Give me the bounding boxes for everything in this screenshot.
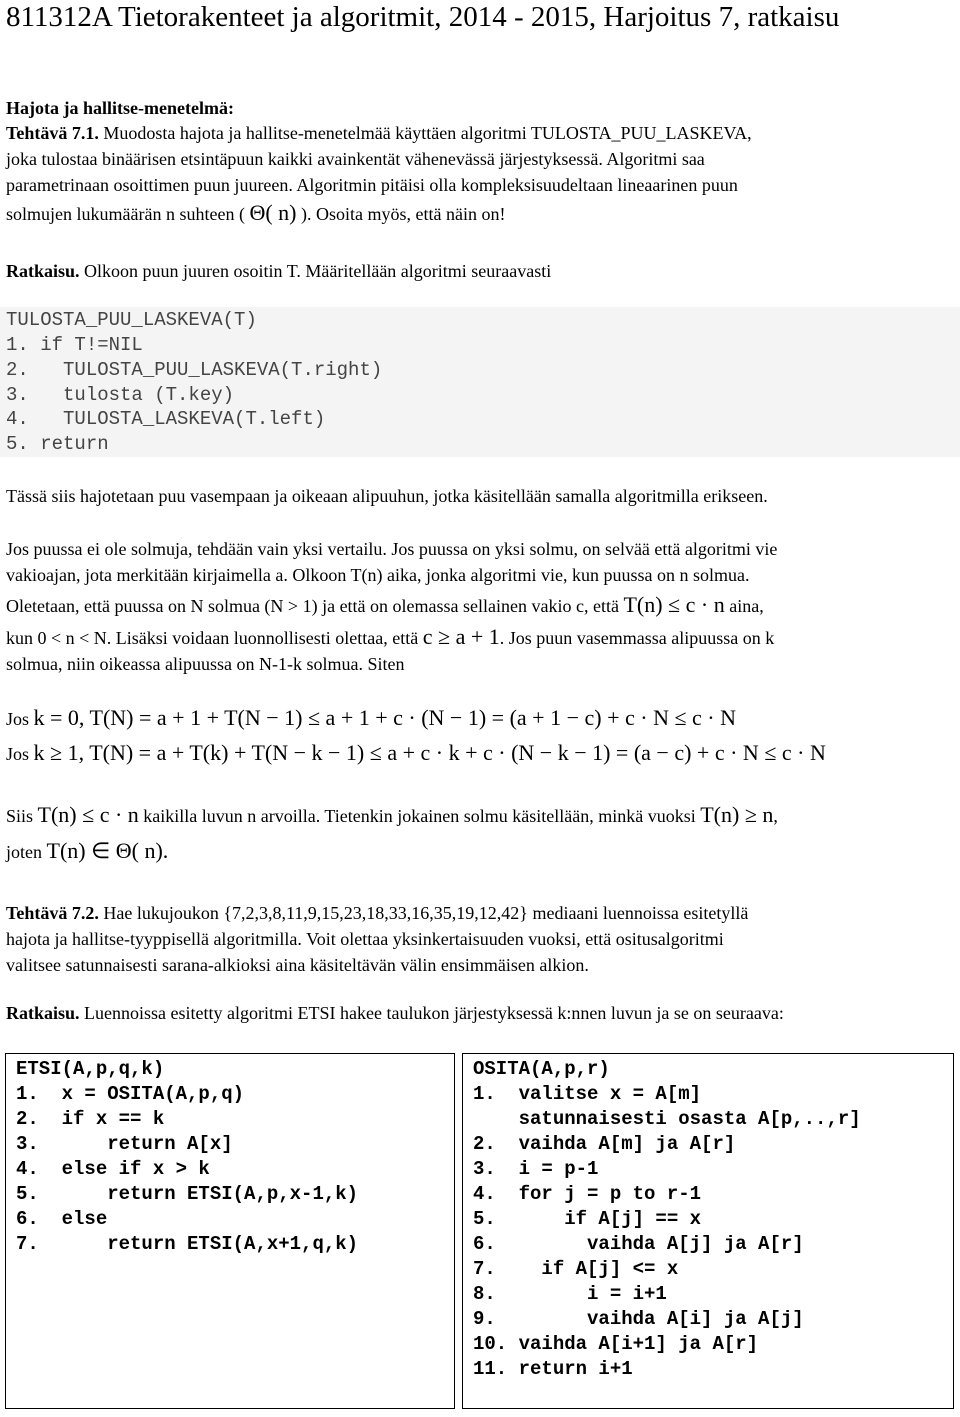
code-line: 2. if x == k bbox=[16, 1108, 165, 1130]
analysis-line-1: Jos puussa ei ole solmuja, tehdään vain yksi vertailu. Jos puussa on yksi solmu, on selvää että algoritmi vie bbox=[6, 539, 778, 559]
code-line: 3. tulosta (T.key) bbox=[6, 384, 235, 406]
conclusion-math-1: T(n) ≤ c · n bbox=[37, 802, 139, 827]
osita-code-box bbox=[462, 1053, 954, 1409]
conclusion-line-1 bbox=[6, 802, 778, 829]
code-line: 7. if A[j] <= x bbox=[473, 1258, 679, 1280]
code-line: 3. i = p-1 bbox=[473, 1158, 599, 1180]
solution1-label: Ratkaisu. bbox=[6, 261, 80, 281]
analysis-l4-a: kun 0 < n < N. Lisäksi voidaan luonnollisesti olettaa, että bbox=[6, 628, 419, 648]
theta-n-math: Θ( n) bbox=[249, 200, 297, 225]
joten-label: joten bbox=[6, 842, 42, 862]
task2-line-2: hajota ja hallitse-tyyppisellä algoritmilla. Voit olettaa yksinkertaisuuden vuoksi, että ositusalgoritmi bbox=[6, 929, 724, 949]
code-line: OSITA(A,p,r) bbox=[473, 1058, 610, 1080]
code-line: ETSI(A,p,q,k) bbox=[16, 1058, 165, 1080]
task2-line-1 bbox=[6, 900, 748, 926]
code-line: 7. return ETSI(A,x+1,q,k) bbox=[16, 1233, 359, 1255]
task1-line-4 bbox=[6, 200, 505, 227]
code-line: TULOSTA_PUU_LASKEVA(T) bbox=[6, 309, 257, 331]
task2-label: Tehtävä 7.2. bbox=[6, 903, 99, 923]
code-line: 5. return bbox=[6, 433, 109, 455]
task1-label: Tehtävä 7.1. bbox=[6, 123, 99, 143]
code-line: 11. return i+1 bbox=[473, 1358, 633, 1380]
code-line: 5. return ETSI(A,p,x-1,k) bbox=[16, 1183, 359, 1205]
jos-label: Jos bbox=[6, 709, 30, 729]
code-line: 1. if T!=NIL bbox=[6, 334, 143, 356]
analysis-line-4 bbox=[6, 624, 774, 651]
task1-line-4-a: solmujen lukumäärän n suhteen ( bbox=[6, 204, 245, 224]
code-line: 9. vaihda A[i] ja A[j] bbox=[473, 1308, 804, 1330]
code-line: 10. vaihda A[i+1] ja A[r] bbox=[473, 1333, 759, 1355]
equation-1 bbox=[6, 705, 736, 732]
task2-line-3: valitsee satunnaisesti sarana-alkioksi aina käsiteltävän välin ensimmäisen alkion. bbox=[6, 955, 589, 975]
conclusion-comma: , bbox=[773, 806, 778, 826]
task1-line-4-b: ). Osoita myös, että näin on! bbox=[301, 204, 506, 224]
equation-2-math: k ≥ 1, T(N) = a + T(k) + T(N − k − 1) ≤ a + c · k + c · (N − k − 1) = (a − c) + c · N ≤ c · N bbox=[33, 740, 826, 765]
section-heading: Hajota ja hallitse-menetelmä: bbox=[6, 98, 234, 118]
code-line: 3. return A[x] bbox=[16, 1133, 233, 1155]
code-line: 1. valitse x = A[m] bbox=[473, 1083, 702, 1105]
page-title: 811312A Tietorakenteet ja algoritmit, 2014 - 2015, Harjoitus 7, ratkaisu bbox=[6, 1, 840, 33]
solution2-label: Ratkaisu. bbox=[6, 1003, 80, 1023]
solution2-line bbox=[6, 1000, 784, 1026]
conclusion-line-2 bbox=[6, 838, 168, 865]
task1-line-2: joka tulostaa binäärisen etsintäpuun kaikki avainkentät vähenevässä järjestyksessä. Algoritmi saa bbox=[6, 149, 705, 169]
solution1-text: Olkoon puun juuren osoitin T. Määritellään algoritmi seuraavasti bbox=[79, 261, 552, 281]
code-line: 4. else if x > k bbox=[16, 1158, 210, 1180]
task1-text-1: Muodosta hajota ja hallitse-menetelmää käyttäen algoritmi TULOSTA_PUU_LASKEVA, bbox=[98, 123, 752, 143]
code-line: 2. TULOSTA_PUU_LASKEVA(T.right) bbox=[6, 359, 383, 381]
constant-math: c ≥ a + 1 bbox=[422, 624, 500, 649]
analysis-l3-b: aina, bbox=[729, 596, 764, 616]
equation-1-math: k = 0, T(N) = a + 1 + T(N − 1) ≤ a + 1 + c · (N − 1) = (a + 1 − c) + c · N ≤ c · N bbox=[33, 705, 737, 730]
solution1-line bbox=[6, 258, 551, 284]
conclusion-math-3: T(n) ∈ Θ( n). bbox=[46, 838, 169, 863]
conclusion-text-1: kaikilla luvun n arvoilla. Tietenkin jokainen solmu käsitellään, minkä vuoksi bbox=[143, 806, 696, 826]
etsi-code-box bbox=[5, 1053, 455, 1409]
code-line: 4. TULOSTA_LASKEVA(T.left) bbox=[6, 408, 326, 430]
code-line: 2. vaihda A[m] ja A[r] bbox=[473, 1133, 736, 1155]
code-line: 5. if A[j] == x bbox=[473, 1208, 702, 1230]
code-block-tulosta bbox=[0, 307, 960, 457]
code-line: satunnaisesti osasta A[p,..,r] bbox=[473, 1108, 861, 1130]
analysis-line-3 bbox=[6, 592, 764, 619]
jos-label: Jos bbox=[6, 744, 30, 764]
equation-2 bbox=[6, 740, 826, 767]
code-line: 6. vaihda A[j] ja A[r] bbox=[473, 1233, 804, 1255]
explanation1: Tässä siis hajotetaan puu vasempaan ja oikeaan alipuuhun, jotka käsitellään samalla algoritmilla erikseen. bbox=[6, 486, 768, 506]
analysis-line-2: vakioajan, jota merkitään kirjaimella a. Olkoon T(n) aika, jonka algoritmi vie, kun puussa on n solmua. bbox=[6, 565, 750, 585]
siis-label: Siis bbox=[6, 806, 34, 826]
bound-math: T(n) ≤ c · n bbox=[623, 592, 725, 617]
code-line: 8. i = i+1 bbox=[473, 1283, 667, 1305]
conclusion-math-2: T(n) ≥ n bbox=[700, 802, 774, 827]
solution2-text: Luennoissa esitetty algoritmi ETSI hakee taulukon järjestyksessä k:nnen luvun ja se on seuraava: bbox=[79, 1003, 784, 1023]
analysis-l4-b: . Jos puun vasemmassa alipuussa on k bbox=[499, 628, 775, 648]
task2-text-1: Hae lukujoukon {7,2,3,8,11,9,15,23,18,33,16,35,19,12,42} mediaani luennoissa esitetyllä bbox=[98, 903, 749, 923]
code-line: 1. x = OSITA(A,p,q) bbox=[16, 1083, 245, 1105]
analysis-line-5: solmua, niin oikeassa alipuussa on N-1-k solmua. Siten bbox=[6, 654, 405, 674]
code-line: 4. for j = p to r-1 bbox=[473, 1183, 702, 1205]
code-line: 6. else bbox=[16, 1208, 108, 1230]
task1-line-3: parametrinaan osoittimen puun juureen. Algoritmin pitäisi olla kompleksisuudeltaan lineaarinen puun bbox=[6, 175, 738, 195]
task1-line-1 bbox=[6, 120, 752, 146]
analysis-l3-a: Oletetaan, että puussa on N solmua (N > 1) ja että on olemassa sellainen vakio c, että bbox=[6, 596, 619, 616]
